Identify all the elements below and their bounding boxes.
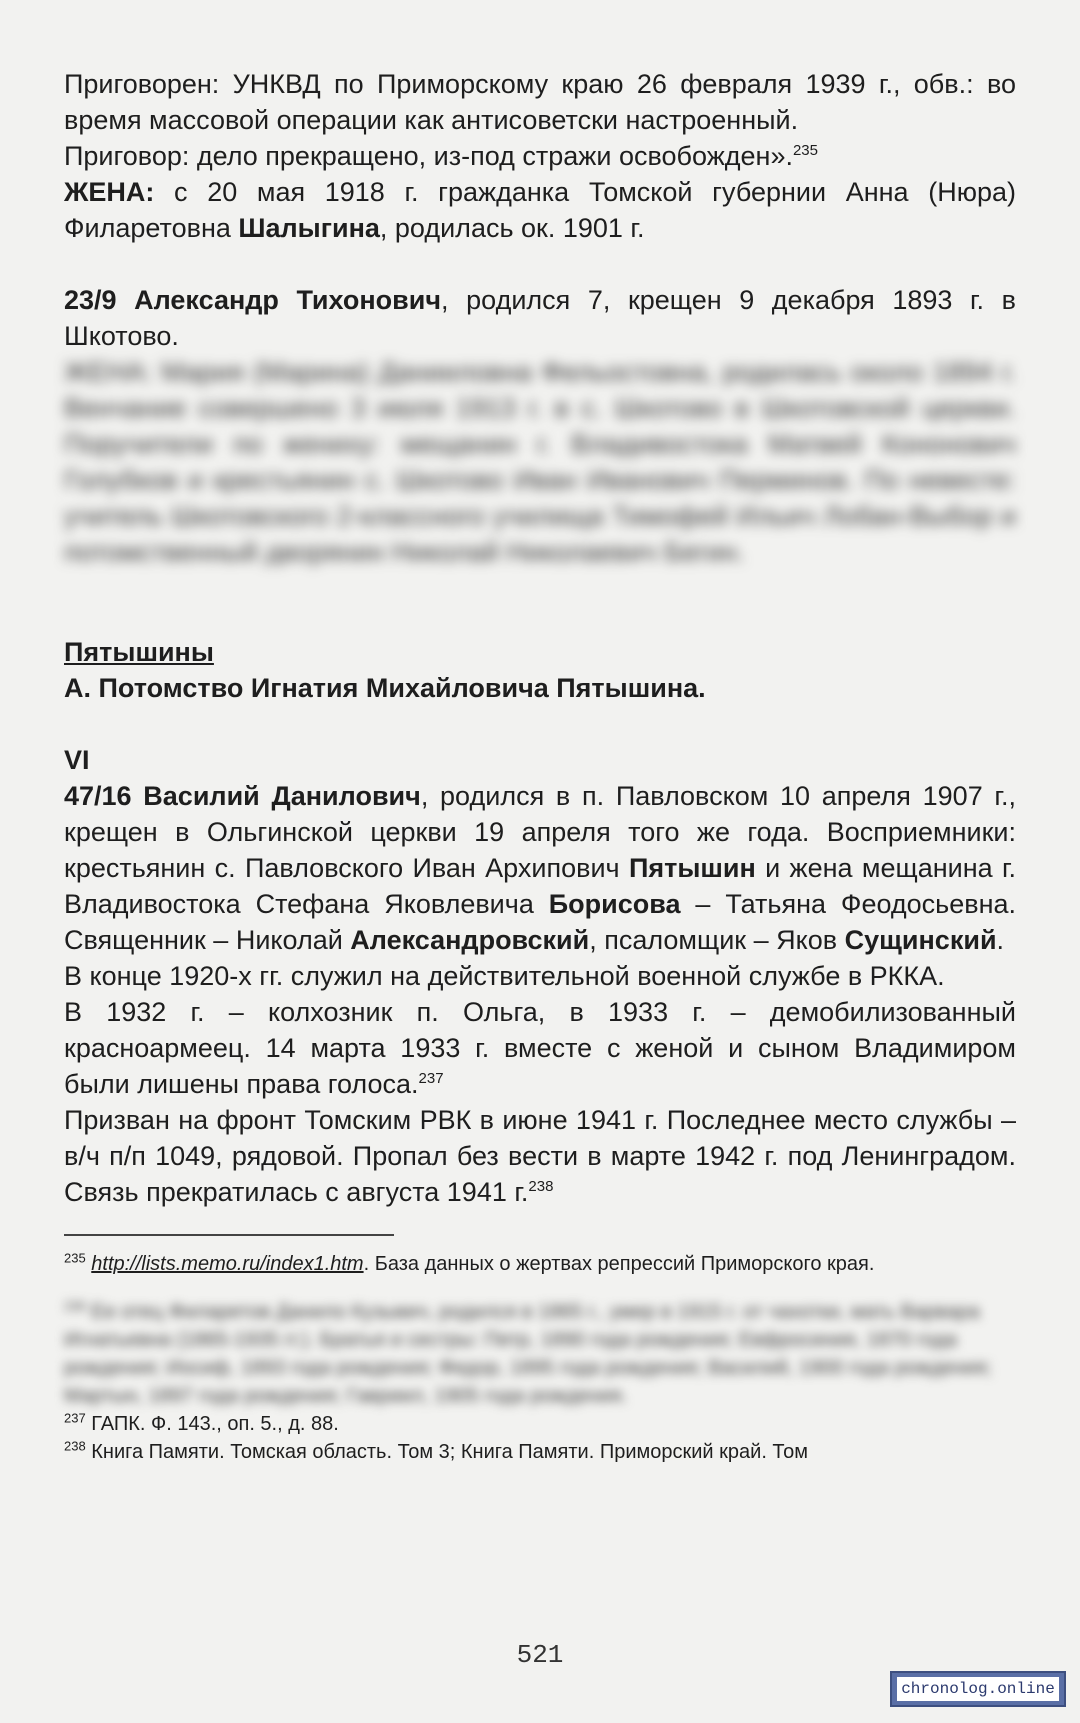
footnote-236 <box>64 1298 1016 1410</box>
entry-47-16-text3: – Татьяна Феодосьевна. Священник – Николай <box>64 889 1017 955</box>
sentence-paragraph <box>64 66 1016 138</box>
footnote-text: Книга Памяти. Томская область. Том 3; Книга Памяти. Приморский край. Том <box>91 1441 808 1463</box>
footnote-blurred-text: Ее отец Филаретов Данило Кузьмич, родился в 1865 г., умер в 1915 г. от чахотки, мать Варвара Игнатьевна (1865-1935 гг.). Братья и сестры: Петр, 1890 года рождения; Евфросиния, 1870 года рождения; Иосиф, 1893 года рождения; Федор, 1895 года рождения; Василий, 1900 года рождения; Мартын, 1897 года рождения; Гавриил, 1905 года рождения. <box>64 1301 992 1407</box>
wife-paragraph <box>64 174 1016 246</box>
godmother-surname: Борисова <box>548 889 681 919</box>
footnote-number: 238 <box>64 1438 86 1454</box>
verdict-text: Приговор: дело прекращено, из-под стражи освобожден». <box>64 141 793 171</box>
footnote-link[interactable]: http://lists.memo.ru/index1.htm <box>91 1253 364 1275</box>
footnote-divider <box>64 1234 394 1236</box>
kolkhoz-text: В 1932 г. – колхозник п. Ольга, в 1933 г. – демобилизованный красноармеец. 14 марта 1933 г. вместе с женой и сыном Владимиром были лишены права голоса. <box>64 997 1016 1099</box>
entry-47-16-text5: . <box>996 925 1005 955</box>
entry-23-9-text: , родился 7, крещен 9 декабря 1893 г. в Шкотово. <box>64 285 1016 351</box>
footnote-text: ГАПК. Ф. 143., оп. 5., д. 88. <box>91 1413 339 1435</box>
watermark-badge[interactable] <box>890 1671 1066 1707</box>
wife-text: с 20 мая 1918 г. гражданка Томской губернии Анна (Нюра) Филаретовна <box>64 177 1016 243</box>
footnote-number: 235 <box>64 1250 86 1266</box>
page-number: 521 <box>516 1640 564 1670</box>
footnotes <box>64 1250 1016 1466</box>
footnote-238 <box>64 1438 1016 1466</box>
spacer <box>64 1278 1016 1298</box>
generation-heading: VI <box>64 745 90 775</box>
sentence-text: Приговорен: УНКВД по Приморскому краю 26 февраля 1939 г., обв.: во время массовой операции как антисоветски настроенный. <box>64 69 1016 135</box>
entry-47-16-birth: , родился в п. Павловском 10 апреля 1907 г., крещен в Ольгинской церкви 19 апреля того же года. Восприемники: крестьянин с. Павловского Иван Архипович <box>64 781 1016 883</box>
godfather-surname: Пятышин <box>628 853 756 883</box>
entry-47-16-heading: 47/16 Василий Данилович <box>64 781 421 811</box>
wife-text-end: , родилась ок. 1901 г. <box>379 213 645 243</box>
blurred-text: ЖЕНА: Мария (Марина) Данииловна Фельостовна, родилась около 1894 г. Венчание совершено 3 июля 1913 г. в с. Шкотово в Шкотовской церкви. Поручители по жениху: мещанин г. Владивостока Матвей Кононович Голубков и крестьянин с. Шкотово Иван Иванович Перминов. По невесте: учитель Шкотовского 2-классного училища Тимофей Ильич Лобан-Выбор и потомственный дворянин Николай Николаевич Бегин. <box>64 357 1016 567</box>
psalmist-surname: Сущинский <box>844 925 997 955</box>
footnote-ref-237[interactable]: 237 <box>418 1070 444 1087</box>
verdict-paragraph <box>64 138 1016 174</box>
watermark-text: chronolog.online <box>897 1677 1059 1701</box>
service-text: В конце 1920-х гг. служил на действительной военной службе в РККА. <box>64 961 945 991</box>
family-heading: Пятышины <box>64 637 214 667</box>
entry-47-16-text2: и жена мещанина г. Владивостока Стефана Яковлевича <box>64 853 1017 919</box>
footnote-number: 236 <box>64 1298 86 1314</box>
kolkhoz-paragraph <box>64 994 1016 1102</box>
entry-47-16-text4: , псаломщик – Яков <box>589 925 845 955</box>
footnote-235 <box>64 1250 1016 1278</box>
blurred-paragraph <box>64 354 1016 570</box>
wife-surname: Шалыгина <box>238 213 380 243</box>
lineage-heading: А. Потомство Игнатия Михайловича Пятышина. <box>64 673 706 703</box>
front-paragraph <box>64 1102 1016 1210</box>
spacer <box>64 570 1016 634</box>
service-paragraph <box>64 958 1016 994</box>
spacer <box>64 706 1016 742</box>
footnote-number: 237 <box>64 1410 86 1426</box>
priest-surname: Александровский <box>350 925 590 955</box>
page-content <box>64 66 1016 1466</box>
footnote-text: . База данных о жертвах репрессий Приморского края. <box>363 1253 875 1275</box>
wife-label: ЖЕНА: <box>64 177 155 207</box>
entry-23-9-heading: 23/9 Александр Тихонович <box>64 285 442 315</box>
entry-47-16 <box>64 778 1016 958</box>
front-text: Призван на фронт Томским РВК в июне 1941 г. Последнее место службы – в/ч п/п 1049, рядовой. Пропал без вести в марте 1942 г. под Ленинградом. Связь прекратилась с августа 1941 г. <box>64 1105 1016 1207</box>
footnote-ref-238[interactable]: 238 <box>528 1178 554 1195</box>
footnote-ref-235[interactable]: 235 <box>792 142 818 159</box>
spacer <box>64 246 1016 282</box>
entry-23-9 <box>64 282 1016 354</box>
footnote-237 <box>64 1410 1016 1438</box>
